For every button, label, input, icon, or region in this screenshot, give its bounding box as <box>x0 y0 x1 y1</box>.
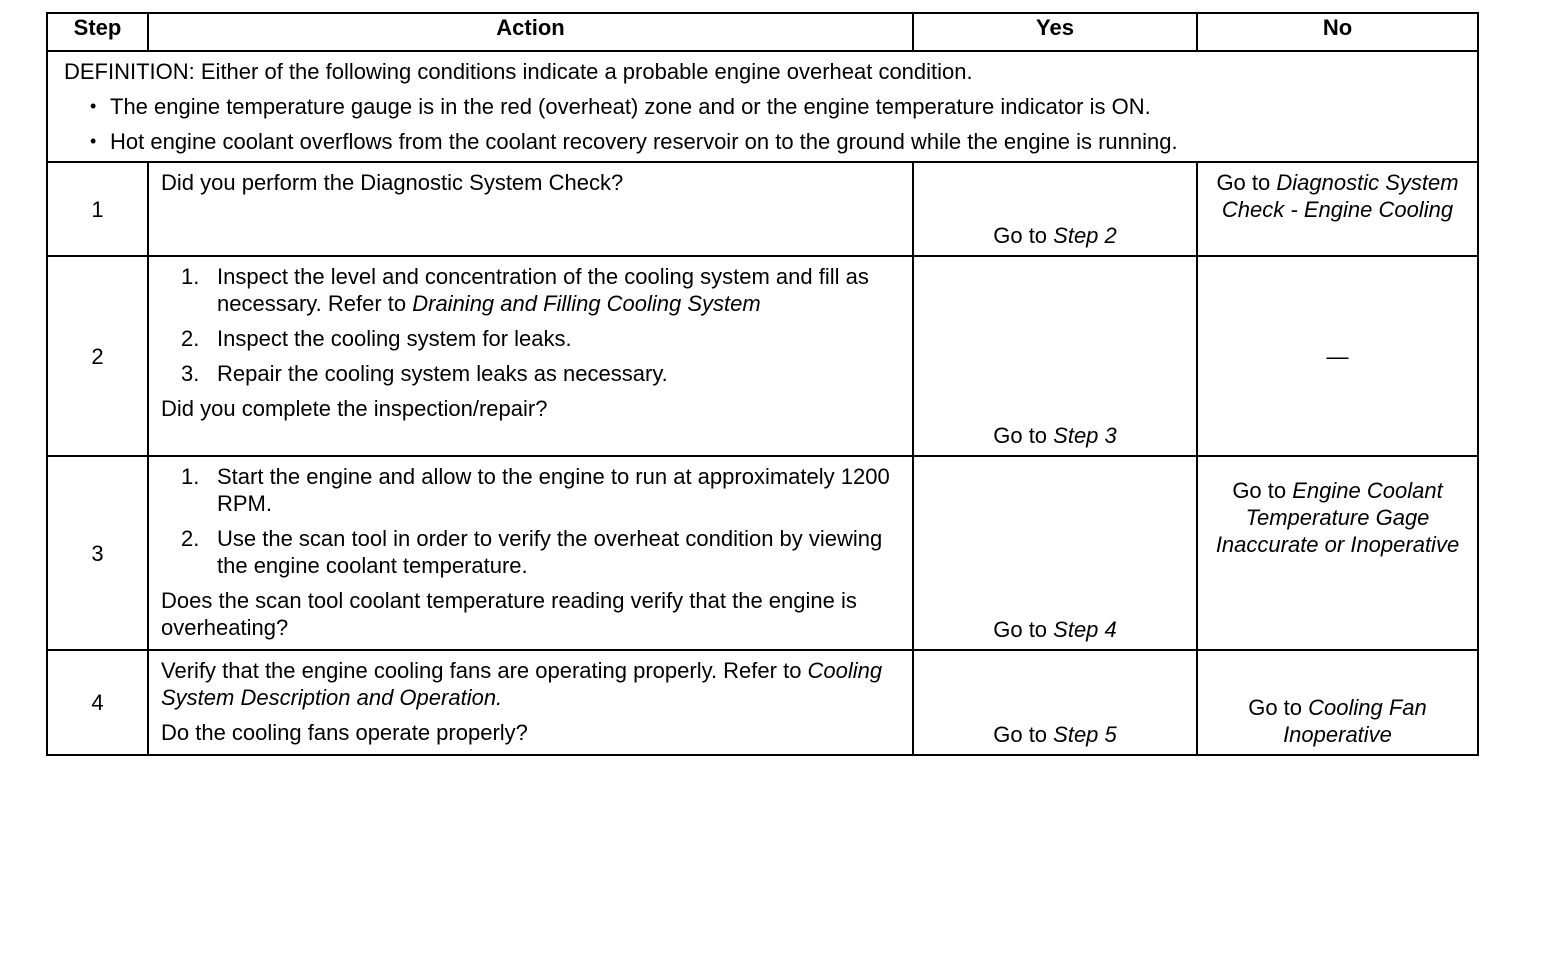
yes-prefix: Go to <box>993 617 1054 642</box>
action-question: Does the scan tool coolant temperature reading verify that the engine is overheating? <box>161 588 857 640</box>
action-steps-list <box>161 463 900 579</box>
step-number: 3 <box>47 456 148 650</box>
header-action: Action <box>148 13 913 51</box>
step-number: 4 <box>47 650 148 755</box>
table-row <box>47 650 1478 755</box>
no-cell <box>1197 256 1478 456</box>
no-cell <box>1197 650 1478 755</box>
list-item-number: 3. <box>181 361 200 386</box>
action-cell <box>148 162 913 256</box>
list-item <box>161 325 900 352</box>
no-prefix: Go to <box>1248 695 1309 720</box>
action-cell <box>148 456 913 650</box>
yes-cell <box>913 456 1197 650</box>
action-cell <box>148 256 913 456</box>
yes-step-link[interactable]: Step 4 <box>1053 617 1117 642</box>
no-prefix: Go to <box>1216 170 1277 195</box>
diagnostic-table <box>46 12 1479 756</box>
action-cell <box>148 650 913 755</box>
yes-cell <box>913 162 1197 256</box>
no-reference-link[interactable]: Engine Coolant Temperature Gage Inaccurate or Inoperative <box>1215 478 1460 557</box>
yes-step-link[interactable]: Step 5 <box>1053 722 1117 747</box>
definition-bullet: • The engine temperature gauge is in the red (overheat) zone and or the engine temperature indicator is ON. <box>90 93 1461 120</box>
no-reference-link[interactable]: Cooling Fan Inoperative <box>1283 695 1427 747</box>
list-item-number: 1. <box>181 264 200 289</box>
list-item-text: Repair the cooling system leaks as necessary. <box>217 361 668 386</box>
no-dash: — <box>1326 343 1349 369</box>
reference-link[interactable]: Draining and Filling Cooling System <box>412 291 761 316</box>
no-prefix: Go to <box>1232 478 1293 503</box>
diagnostic-page <box>46 12 1477 756</box>
list-item <box>161 360 900 387</box>
list-item <box>161 525 900 579</box>
yes-step-link[interactable]: Step 3 <box>1053 423 1117 448</box>
step-number: 1 <box>47 162 148 256</box>
action-paragraph <box>161 657 900 711</box>
step-number: 2 <box>47 256 148 456</box>
yes-cell <box>913 256 1197 456</box>
definition-bullet: • Hot engine coolant overflows from the coolant recovery reservoir on to the ground while the engine is running. <box>90 128 1461 155</box>
no-cell <box>1197 162 1478 256</box>
table-row <box>47 256 1478 456</box>
list-item-text: Use the scan tool in order to verify the overheat condition by viewing the engine coolant temperature. <box>217 526 883 578</box>
list-item <box>161 463 900 517</box>
list-item-number: 2. <box>181 526 200 551</box>
list-item <box>161 263 900 317</box>
action-question: Did you complete the inspection/repair? <box>161 396 548 421</box>
action-paragraph-text: Verify that the engine cooling fans are operating properly. Refer to <box>161 658 808 683</box>
definition-cell <box>47 51 1478 162</box>
header-yes: Yes <box>913 13 1197 51</box>
table-row <box>47 456 1478 650</box>
yes-prefix: Go to <box>993 223 1054 248</box>
header-no: No <box>1197 13 1478 51</box>
yes-cell <box>913 650 1197 755</box>
yes-prefix: Go to <box>993 423 1054 448</box>
table-row <box>47 162 1478 256</box>
list-item-number: 2. <box>181 326 200 351</box>
table-header-row <box>47 13 1478 51</box>
no-reference-link[interactable]: Diagnostic System Check - Engine Cooling <box>1221 170 1459 222</box>
action-question: Do the cooling fans operate properly? <box>161 720 528 745</box>
definition-text: DEFINITION: Either of the following conditions indicate a probable engine overheat condition. <box>64 59 973 84</box>
definition-row <box>47 51 1478 162</box>
no-cell <box>1197 456 1478 650</box>
list-item-number: 1. <box>181 464 200 489</box>
header-step: Step <box>47 13 148 51</box>
action-steps-list <box>161 263 900 387</box>
action-question: Did you perform the Diagnostic System Check? <box>161 170 624 195</box>
reference-link[interactable]: Cooling System Description and Operation. <box>161 658 883 710</box>
list-item-text: Start the engine and allow to the engine to run at approximately 1200 RPM. <box>217 464 890 516</box>
list-item-text: Inspect the level and concentration of the cooling system and fill as necessary. Refer to <box>217 264 869 316</box>
list-item-text: Inspect the cooling system for leaks. <box>217 326 572 351</box>
yes-step-link[interactable]: Step 2 <box>1053 223 1117 248</box>
yes-prefix: Go to <box>993 722 1054 747</box>
